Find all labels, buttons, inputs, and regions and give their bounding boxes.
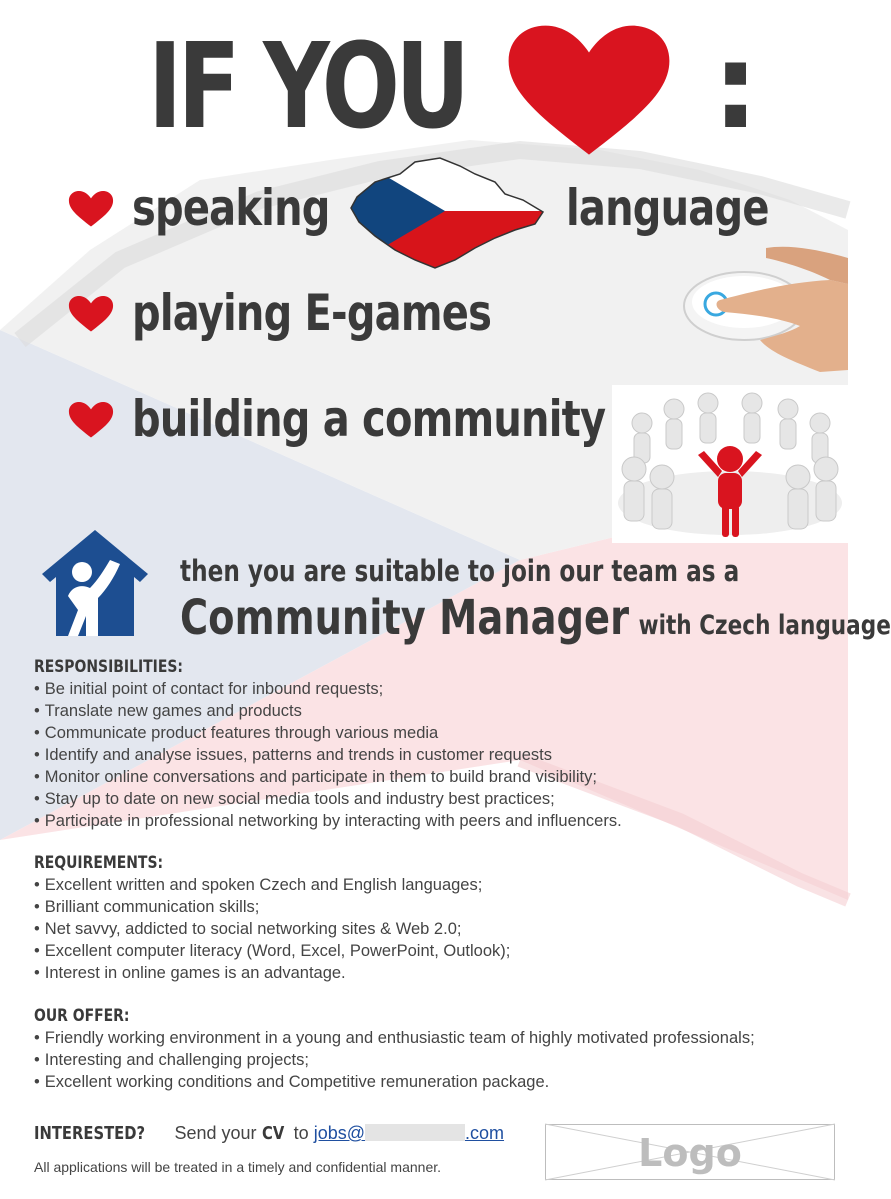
offer-section	[34, 1005, 834, 1093]
heart-icon	[68, 295, 114, 333]
requirements-list	[34, 874, 834, 984]
list-item: • Stay up to date on new social media tools and industry best practices;	[34, 788, 834, 810]
requirements-section	[34, 852, 834, 984]
join-line: then you are suitable to join our team as a	[180, 554, 740, 588]
logo-placeholder-text: Logo	[638, 1131, 742, 1175]
headline	[0, 0, 848, 170]
love-item-egames	[68, 283, 568, 343]
list-item: • Brilliant communication skills;	[34, 896, 834, 918]
email-redaction	[365, 1124, 465, 1141]
list-item: • Communicate product features through various media	[34, 722, 834, 744]
section-title: OUR OFFER:	[34, 1006, 130, 1026]
role-suffix: with Czech language	[638, 610, 891, 641]
list-item: • Friendly working environment in a young and enthusiastic team of highly motivated professionals;	[34, 1027, 834, 1049]
logo-placeholder	[545, 1124, 835, 1180]
language-word: language	[566, 179, 769, 237]
mouse-hand-image	[680, 240, 848, 380]
section-title: RESPONSIBILITIES:	[34, 657, 183, 677]
footnote: All applications will be treated in a timely and confidential manner.	[34, 1159, 442, 1175]
czech-map-flag	[345, 152, 545, 270]
people-circle-image	[612, 385, 848, 543]
send-your-text: Send your	[174, 1123, 257, 1143]
list-item: • Interesting and challenging projects;	[34, 1049, 834, 1071]
list-item: • Net savvy, addicted to social networking sites & Web 2.0;	[34, 918, 834, 940]
offer-list	[34, 1027, 834, 1093]
list-item: • Interest in online games is an advantage.	[34, 962, 834, 984]
cv-label: CV	[261, 1123, 284, 1144]
contact-line	[34, 1121, 504, 1146]
list-item: • Monitor online conversations and participate in them to build brand visibility;	[34, 766, 834, 788]
love-text: playing E-games	[132, 284, 492, 342]
to-text: to	[293, 1123, 309, 1143]
role-line	[180, 590, 891, 654]
heart-icon	[68, 401, 114, 439]
house-person-logo	[38, 526, 152, 638]
list-item: • Be initial point of contact for inbound requests;	[34, 678, 834, 700]
headline-if-you: IF YOU	[148, 17, 466, 155]
email-suffix: .com	[465, 1123, 505, 1143]
email-prefix: jobs@	[313, 1123, 365, 1143]
list-item: • Identify and analyse issues, patterns and trends in customer requests	[34, 744, 834, 766]
list-item: • Excellent working conditions and Competitive remuneration package.	[34, 1071, 834, 1093]
big-heart-icon	[505, 24, 673, 158]
heart-icon	[68, 190, 114, 228]
headline-colon: :	[712, 17, 760, 155]
responsibilities-section	[34, 656, 834, 832]
responsibilities-list	[34, 678, 834, 832]
love-text: speaking	[132, 179, 330, 237]
list-item: • Excellent computer literacy (Word, Excel, PowerPoint, Outlook);	[34, 940, 834, 962]
love-item-community	[68, 389, 668, 449]
email-link[interactable]	[314, 1123, 504, 1143]
love-text: building a community	[132, 390, 606, 448]
list-item: • Translate new games and products	[34, 700, 834, 722]
interested-label: INTERESTED?	[34, 1123, 146, 1144]
section-title: REQUIREMENTS:	[34, 853, 164, 873]
list-item: • Participate in professional networking by interacting with peers and influencers.	[34, 810, 834, 832]
list-item: • Excellent written and spoken Czech and English languages;	[34, 874, 834, 896]
role-title: Community Manager	[180, 590, 630, 646]
